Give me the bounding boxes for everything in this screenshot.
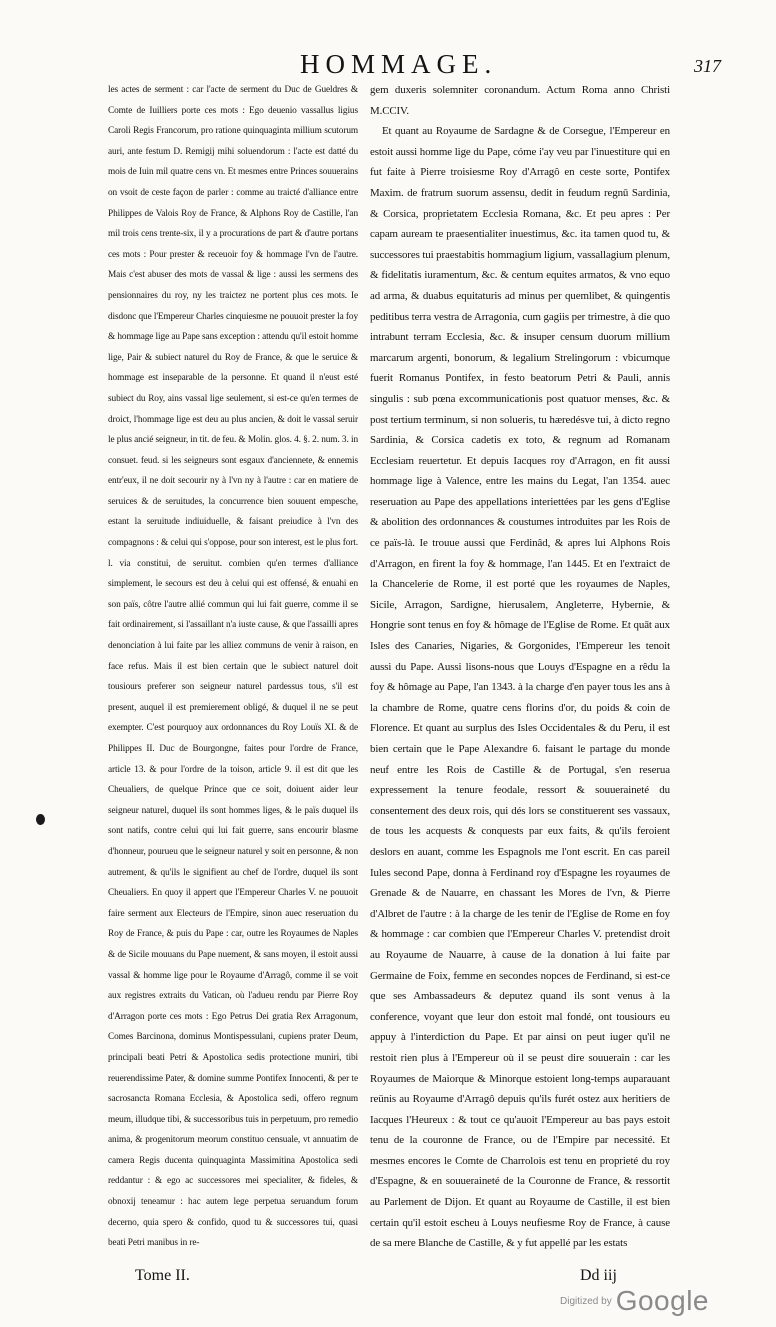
margin-ink-blot <box>36 814 45 825</box>
google-logo: Google <box>615 1285 709 1316</box>
running-head <box>0 48 776 80</box>
left-paragraph: les actes de serment : car l'acte de serment du Duc de Gueldres & Comte de Iuilliers porte ces mots : Ego deuenio vassallus ligius Caroli Regis Francorum, pro ratione quinquaginta millium scutorum auri, ante festum D. Remigij mihi soluendorum : l'acte est datté du mois de Iuin mil quatre cens vn. Et mesmes entre Princes souuerains on vsoit de ceste façon de parler : comme au traicté d'alliance entre Philippes de Valois Roy de France, & Alphons Roy de Castille, l'an mil trois cens trente-six, il y a procurations de part & d'autre portans ces mots : Pour prester & receuoir foy & hommage l'vn de l'autre. Mais c'est abuser des mots de vassal & lige : aussi les sermens des pensionnaires du roy, ny les traictez ne portent plus ces mots. Ie disdonc que l'Empereur Charles cinquiesme ne pouuoit prester la foy & hommage lige au Pape sans exception : attendu qu'il estoit homme lige, Pair & subiect naturel du Roy de France, & que le seruice & hommage est inseparable de la personne. Et quand il n'eust esté subiect du Roy, ains vassal lige seulement, si est-ce qu'en termes de droict, l'hommage lige est deu au plus ancien, & doit le vassal seruir le plus ancié seigneur, in tit. de feu. & Molin. glos. 4. §. 2. num. 3. in consuet. feud. si les seigneurs sont esgaux d'anciennete, & ennemis entr'eux, il ne doit secourir ny à l'vn ny à l'autre : car en matiere de seruices & de seruitudes, la concurrence bien souuent empesche, estant la seruitude indiuiduelle, & faisant preiudice à l'vn des compagnons : & celui qui s'oppose, pour son interest, est le plus fort. l. via constitui, de seruitut. combien qu'en termes d'alliance simplement, le secours est deu à celui qui est offensé, & enuahi en son païs, côtre l'autre allié commun qui lui fait guerre, comme il se fait ordinairement, si l'assaillant n'a iuste cause, & que l'assailli apres denonciation à lui faite par les alliez communs de venir à raison, en face refus. Mais il est bien certain que le subiect naturel doit tousiours preferer son seigneur naturel pardessus tous, s'il est present, auquel il est premierement obligé, & duquel il ne se peut exempter. C'est pourquoy aux ordonnances du Roy Louïs XI. & de Philippes II. Duc de Bourgongne, faites pour l'ordre de France, article 13. & pour l'ordre de la toison, article 9. il est dit que les Cheualiers, de quelque Prince que ce soit, doiuent aider leur seigneur naturel, duquel ils sont hommes liges, & le païs duquel ils sont natifs, contre celui qui lui fait guerre, sans encourir blasme d'honneur, pourueu que le seigneur naturel y soit en personne, & non autrement, & qu'ils le signifient au chef de l'ordre, duquel ils sont Cheualiers. En quoy il appert que l'Empereur Charles V. ne pouuoit faire serment aux Electeurs de l'Empire, sinon auec reseruation du Roy de France, & puis du Pape : car, outre les Royaumes de Naples & de Sicile mouuans du Pape nuement, & sans moyen, il estoit aussi vassal & homme lige pour le Royaume d'Arragô, comme il se voit aux registres extraits du Vatican, où l'adueu rendu par Pierre Roy d'Arragon porte ces mots : Ego Petrus Dei gratia Rex Arragonum, Comes Barcinona, dominus Montispessulani, cupiens prater Deum, principali beati Petri & Apostolica sedis protectione muniri, tibi reuerendissime Pater, & domine summe Pontifex Innocenti, & per te sacrosancta Romana Ecclesia, & Apostolica sedi, offero regnum meum, illudque tibi, & successoribus tuis in perpetuum, pro remedio anima, & progenitorum meorum constituo censuale, vt annuatim de camera Regis ducenta quinquaginta Massimitina Apostolica sedi reddantur : & ego ac successores mei specialiter, & fideles, & obnoxij teneamur : hac autem lege perpetua seruandum forum decerno, quia spero & confido, quod tu & successores tui, quasi beati Petri manibus in re- <box>108 85 358 1249</box>
left-column <box>108 80 358 1254</box>
right-column <box>370 80 670 1254</box>
page-number: 317 <box>694 56 721 76</box>
digitization-watermark <box>560 1285 709 1317</box>
watermark-prefix: Digitized by <box>560 1295 612 1307</box>
right-paragraph-continuation: gem duxeris solemniter coronandum. Actum Roma anno Christi M.CCIV. <box>370 84 670 117</box>
volume-label: Tome II. <box>135 1267 190 1284</box>
right-paragraph-sardaigne: Et quant au Royaume de Sardagne & de Corsegue, l'Empereur en estoit aussi homme lige du Pape, cóme i'ay veu par l'inuestiture qui en fut faite à Pierre troisiesme Roy d'Arragô en ceste sorte, Pontifex Maxim. de fratrum suorum assensu, dedit in feudum regnū Sardinia, & Corsica, proprietatem Ecclesia Romana, &c. Et peu apres : Per capam auream te praesentialiter inuestimus, &c. ita tamen quod tu, & successores tui praestabitis hommagium ligium, vassallagium plenum, & fidelitatis iuramentum, &c. & centum equites armatos, & vno equo ad arma, & duabus equitaturis ad minus per quemlibet, & quingentis peditibus terra vestra de Arragonia, cum gagiis per trimestre, à die quo intrabunt terram Ecclesia, &c. & insuper censum duorum millium marcarum argenti, bonorum, & legalium Strelingorum : vbicumque fuerit Romanus Pontifex, in festo beatorum Petri & Pauli, annis singulis : sub pœna excommunicationis post quatuor menses, &c. & post tertium terminum, si non solueris, tu hæredésve tui, à dicto regno Sardinia, & Corsica cadetis ex toto, & regnum ad Romanam Ecclesiam reuertetur. Et depuis Iacques roy d'Arragon, en fit aussi hommage lige à Valence, entre les mains du Legat, l'an 1354. auec reseruation au Pape des appellations interiettées par les gens d'Eglise & abolition des ordonnances & coustumes introduites par les Rois de ce païs-là. Ie trouue aussi que Ferdinâd, & apres lui Alphons Rois d'Arragon, en firent la foy & hommage, l'an 1445. Et en l'extraict de la Chancelerie de Rome, il est porté que les royaumes de Naples, Sicile, Arragon, Sardigne, hierusalem, Angleterre, Hybernie, & Hongrie sont tenus en foy & hômage de l'Eglise de Rome. Et quāt aux Isles des Canaries, Nigaries, & Gorgonides, l'Empereur les tenoit aussi du Pape. Aussi lisons-nous que Louys d'Espagne en a rêdu la foy & hômage au Pape, l'an 1343. à la charge d'en payer tous les ans à la chambre de Rome, quatre cens florins d'or, du poids & coin de Florence. Et quant au surplus des Isles Occidentales & du Peru, il est bien certain que le Pape Alexandre 6. faisant le partage du monde neuf entre les Rois de Castille & de Portugal, s'en reserua expressement la tenure feodale, ressort & souueraineté du consentement des deux rois, qui dés lors se constituerent ses vassaux, de tous les acquests & conquests par eux faits, & qu'ils feroient deslors en auant, comme les Espagnols me l'ont escrit. En cas pareil Iules second Pape, donna à Ferdinand roy d'Espagne les royaumes de Grenade & de Nauarre, en chassant les Mores de l'vn, & Pierre d'Albret de l'autre : à la charge de les tenir de l'Eglise de Rome en foy & hommage : car combien que l'Empereur Charles V. pretendist droit au Royaume de Nauarre, à cause de la donation à lui faite par Germaine de Foix, femme en secondes nopces de Ferdinand, si est-ce que ses Ambassadeurs & deputez quand ils sont venus à la conference, voyant que leur don estoit mal fondé, ont tousiours eu appuy à l'interdiction du Pape. Et par ainsi on peut iuger qu'il ne restoit rien plus à l'Empereur où il se peust dire souuerain : car les Royaumes de Maiorque & Minorque estoient long-temps auparauant reünis au Royaume d'Arragô depuis qu'ils furét ostez aux heritiers de Iacques l'Heureux : & tout ce qu'auoit l'Empereur au bas pays estoit tenu de la couronne de France, ou de l'Empire par necessité. Et mesmes encores le Comte de Charrolois est tenu en proprieté du roy d'Espagne, & en souueraineté de la Couronne de France, & ressortit au Parlement de Dijon. Et quant au Royaume de Castille, il est bien certain qu'il estoit escheu à Louys neufiesme Roy de France, à cause de sa mere Blanche de Castille, & y fut appellé par les estats <box>370 125 671 1250</box>
page-title: HOMMAGE. <box>300 49 498 79</box>
signature-mark: Dd iij <box>580 1267 617 1284</box>
